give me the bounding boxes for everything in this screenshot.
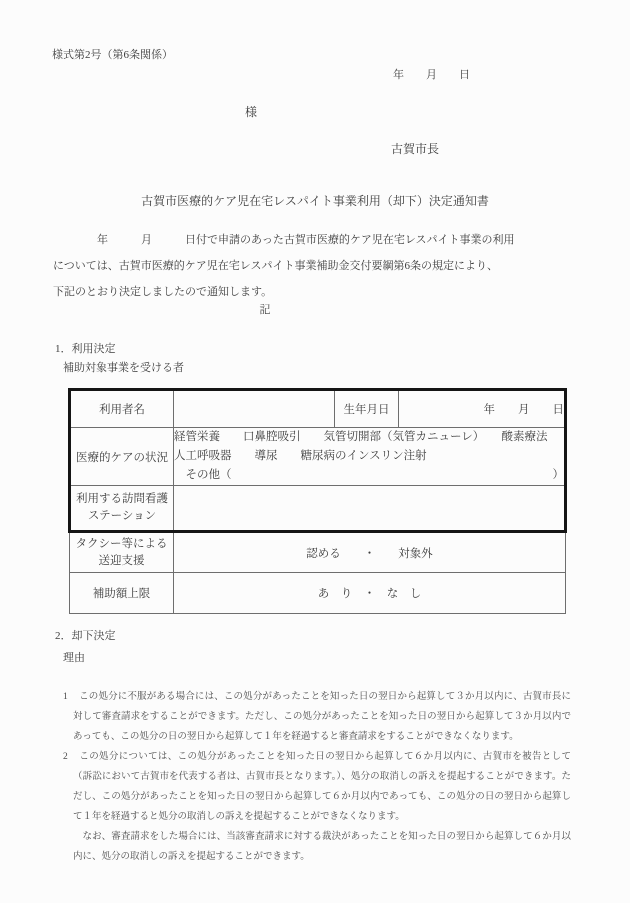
addressee-honorific: 様	[245, 105, 258, 119]
footnote-1-text: この処分に不服がある場合には、この処分があったことを知った日の翌日から起算して３か月以内に、古賀市長に対して審査請求をすることができます。ただし、この処分があったことを知った日の翌日から起算して３か月以内であっても、この処分の日の翌日から起算して１年を経過すると審査請求をすることができなくなります。	[73, 692, 571, 742]
footnote-supplementary-note: なお、審査請求をした場合には、当該審査請求に対する裁決があったことを知った日の翌日から起算して６か月以内に、処分の取消しの訴えを提起することができます。	[73, 832, 571, 862]
medical-care-line-2: 人工呼吸器 導尿 糖尿病のインスリン注射	[174, 450, 427, 462]
medical-care-line-1: 経管栄養 口鼻腔吸引 気管切開部（気管カニューレ） 酸素療法	[174, 431, 548, 443]
medical-care-label: 医療的ケアの状況	[70, 428, 174, 486]
nursing-station-value-cell	[174, 486, 566, 532]
decision-table	[68, 388, 567, 614]
user-name-value-cell	[174, 390, 335, 428]
subsidy-limit-label: 補助額上限	[70, 573, 174, 614]
footnote-1-number: 1	[63, 692, 68, 702]
medical-care-options-cell	[174, 428, 566, 486]
ki-marker: 記	[259, 304, 271, 316]
body-line-3: 下記のとおり決定しましたので通知します。	[53, 286, 273, 298]
user-name-label: 利用者名	[70, 390, 174, 428]
table-row-user-name	[70, 390, 566, 428]
taxi-support-label: タクシー等による 送迎支援	[70, 532, 174, 573]
footnote-1	[63, 687, 571, 747]
table-row-nursing-station	[70, 486, 566, 532]
birth-date-value-cell: 年 月 日	[399, 390, 566, 428]
table-row-taxi-support	[70, 532, 566, 573]
section1-heading: 1．利用決定	[55, 343, 116, 355]
footnote-2-number: 2	[63, 752, 68, 762]
other-close-label: ）	[552, 469, 564, 481]
subsidy-limit-value-cell: あ り ・ な し	[174, 573, 566, 614]
birth-date-label: 生年月日	[335, 390, 399, 428]
section1-subheading: 補助対象事業を受ける者	[63, 362, 184, 374]
appeal-footnotes	[63, 687, 571, 867]
footnote-2	[63, 747, 571, 827]
section2-subheading: 理由	[63, 652, 85, 664]
body-line-2: については、古賀市医療的ケア児在宅レスパイト事業補助金交付要綱第6条の規定により、	[53, 260, 498, 272]
taxi-support-value-cell: 認める ・ 対象外	[174, 532, 566, 573]
section2-heading: 2．却下決定	[55, 630, 116, 642]
body-line-1: 年 月 日付で申請のあった古賀市医療的ケア児在宅レスパイト事業の利用	[53, 234, 515, 246]
table-row-subsidy-limit	[70, 573, 566, 614]
body-paragraph	[53, 227, 515, 305]
other-blank-space	[232, 466, 553, 485]
footnote-2-text: この処分については、この処分があったことを知った日の翌日から起算して６か月以内に、古賀市を被告として（訴訟において古賀市を代表する者は、古賀市長となります。）、処分の取消しの訴えを提起することができます。ただし、この処分があったことを知った日の翌日から起算して６か月以内であっても、この処分の日の翌日から起算して１年を経過すると処分の取消しの訴えを提起することができなくなります。	[73, 752, 571, 822]
nursing-station-label: 利用する訪問看護 ステーション	[70, 486, 174, 532]
document-title: 古賀市医療的ケア児在宅レスパイト事業利用（却下）決定通知書	[141, 194, 489, 208]
medical-care-other-line	[174, 466, 564, 485]
issue-date-line: 年 月 日	[393, 69, 470, 81]
issuer-mayor: 古賀市長	[391, 142, 440, 156]
other-open-label: その他（	[174, 469, 232, 481]
form-number: 様式第2号（第6条関係）	[52, 49, 173, 61]
table-row-medical-care	[70, 428, 566, 486]
